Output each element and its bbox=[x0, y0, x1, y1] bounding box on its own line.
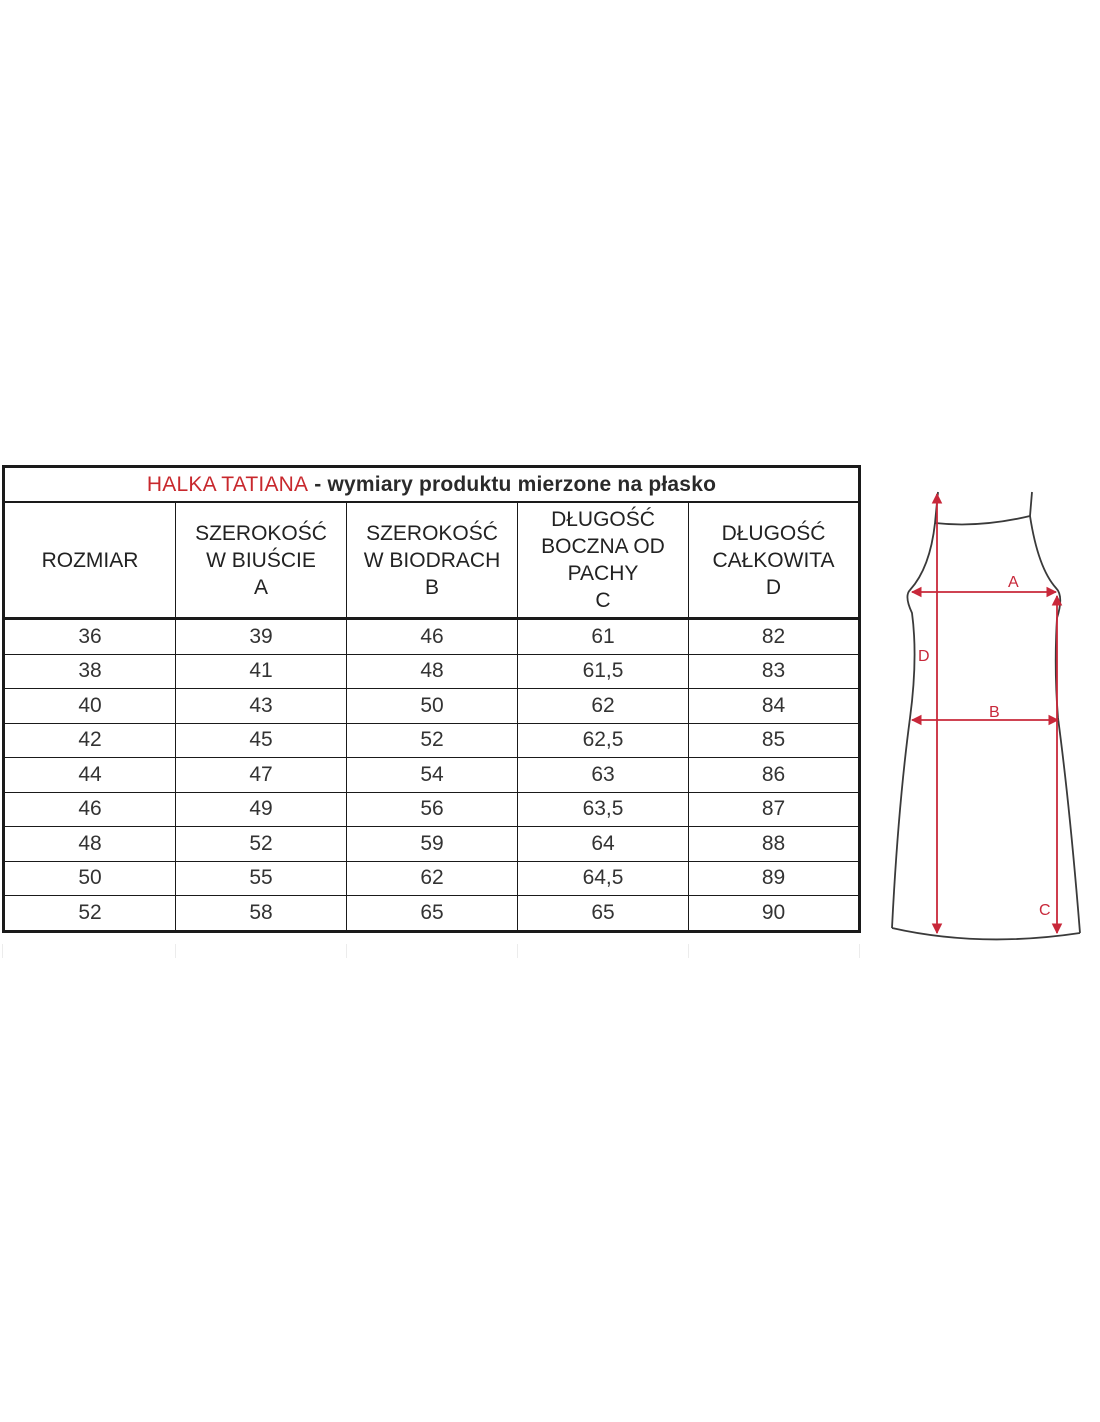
measurement-lines bbox=[912, 494, 1058, 933]
column-header-line: BOCZNA OD bbox=[541, 535, 665, 558]
table-row bbox=[4, 619, 860, 655]
column-header-line: A bbox=[253, 575, 268, 599]
column-header bbox=[347, 502, 518, 619]
title-subtitle: - wymiary produktu mierzone na płasko bbox=[308, 472, 717, 496]
table-row bbox=[4, 689, 860, 724]
size-cell: 50 bbox=[4, 861, 176, 896]
measurement-cell: 55 bbox=[176, 861, 347, 896]
title-row bbox=[4, 467, 860, 503]
size-cell: 52 bbox=[4, 896, 176, 932]
measurement-cell: 61,5 bbox=[518, 654, 689, 689]
measurement-cell: 56 bbox=[347, 792, 518, 827]
size-cell: 44 bbox=[4, 758, 176, 793]
measure-label-a: A bbox=[1008, 574, 1019, 591]
measurement-cell: 52 bbox=[347, 723, 518, 758]
table-row bbox=[4, 861, 860, 896]
column-header-line: ROZMIAR bbox=[41, 548, 139, 572]
measure-label-b: B bbox=[989, 704, 1000, 721]
column-header-line: B bbox=[424, 575, 439, 599]
measurement-cell: 86 bbox=[689, 758, 860, 793]
measurement-cell: 64 bbox=[518, 827, 689, 862]
column-header-line: W BIODRACH bbox=[363, 548, 501, 572]
size-cell: 48 bbox=[4, 827, 176, 862]
column-header-line: SZEROKOŚĆ bbox=[195, 521, 327, 545]
measurement-cell: 47 bbox=[176, 758, 347, 793]
measurement-cell: 62,5 bbox=[518, 723, 689, 758]
ghost-line bbox=[2, 944, 3, 958]
ghost-line bbox=[859, 944, 860, 958]
column-header-line: PACHY bbox=[567, 562, 639, 585]
measurement-cell: 83 bbox=[689, 654, 860, 689]
measurement-cell: 41 bbox=[176, 654, 347, 689]
measurement-cell: 89 bbox=[689, 861, 860, 896]
measurement-cell: 85 bbox=[689, 723, 860, 758]
measurement-cell: 63 bbox=[518, 758, 689, 793]
measurement-cell: 62 bbox=[347, 861, 518, 896]
neckline bbox=[935, 516, 1030, 524]
column-header-line: W BIUŚCIE bbox=[206, 548, 316, 572]
hem bbox=[892, 928, 1080, 939]
column-header-line: D bbox=[765, 575, 782, 599]
size-cell: 40 bbox=[4, 689, 176, 724]
measurement-cell: 43 bbox=[176, 689, 347, 724]
table-ghost-gridlines bbox=[2, 944, 860, 958]
ghost-line bbox=[346, 944, 347, 958]
measure-label-d: D bbox=[918, 648, 930, 665]
measure-label-c: C bbox=[1039, 902, 1051, 919]
measurement-cell: 48 bbox=[347, 654, 518, 689]
table-row bbox=[4, 827, 860, 862]
ghost-line bbox=[517, 944, 518, 958]
size-cell: 42 bbox=[4, 723, 176, 758]
size-table bbox=[2, 465, 861, 933]
size-cell: 38 bbox=[4, 654, 176, 689]
measurement-cell: 90 bbox=[689, 896, 860, 932]
dress-outline bbox=[892, 492, 1080, 939]
ghost-line bbox=[175, 944, 176, 958]
column-header-line: C bbox=[595, 589, 611, 612]
column-header-line: DŁUGOŚĆ bbox=[551, 508, 655, 531]
measurement-cell: 52 bbox=[176, 827, 347, 862]
table-row bbox=[4, 896, 860, 932]
slip-dress-diagram bbox=[880, 478, 1090, 948]
table-row bbox=[4, 792, 860, 827]
column-header bbox=[518, 502, 689, 619]
left-side bbox=[892, 523, 935, 928]
column-header bbox=[176, 502, 347, 619]
measurement-cell: 82 bbox=[689, 619, 860, 655]
measurement-cell: 54 bbox=[347, 758, 518, 793]
measurement-cell: 46 bbox=[347, 619, 518, 655]
measurement-cell: 64,5 bbox=[518, 861, 689, 896]
measurement-cell: 84 bbox=[689, 689, 860, 724]
column-header-line: SZEROKOŚĆ bbox=[366, 521, 498, 545]
table-row bbox=[4, 654, 860, 689]
table-row bbox=[4, 723, 860, 758]
measurement-cell: 39 bbox=[176, 619, 347, 655]
right-strap bbox=[1030, 492, 1032, 516]
measurement-cell: 59 bbox=[347, 827, 518, 862]
column-header-line: CAŁKOWITA bbox=[712, 548, 835, 572]
column-header bbox=[4, 502, 176, 619]
measurement-cell: 58 bbox=[176, 896, 347, 932]
measurement-cell: 49 bbox=[176, 792, 347, 827]
ghost-line bbox=[688, 944, 689, 958]
measurement-cell: 61 bbox=[518, 619, 689, 655]
measurement-cell: 45 bbox=[176, 723, 347, 758]
table-row bbox=[4, 758, 860, 793]
measurement-cell: 62 bbox=[518, 689, 689, 724]
measurement-cell: 87 bbox=[689, 792, 860, 827]
size-cell: 36 bbox=[4, 619, 176, 655]
column-header-line: DŁUGOŚĆ bbox=[721, 521, 826, 545]
table-title bbox=[4, 467, 860, 503]
column-header bbox=[689, 502, 860, 619]
product-name: HALKA TATIANA bbox=[146, 472, 309, 496]
measurement-cell: 88 bbox=[689, 827, 860, 862]
measurement-cell: 63,5 bbox=[518, 792, 689, 827]
size-cell: 46 bbox=[4, 792, 176, 827]
measurement-cell: 65 bbox=[347, 896, 518, 932]
measurement-cell: 65 bbox=[518, 896, 689, 932]
header-row bbox=[4, 502, 860, 619]
right-side bbox=[1030, 516, 1080, 933]
table-body bbox=[4, 619, 860, 932]
measurement-cell: 50 bbox=[347, 689, 518, 724]
